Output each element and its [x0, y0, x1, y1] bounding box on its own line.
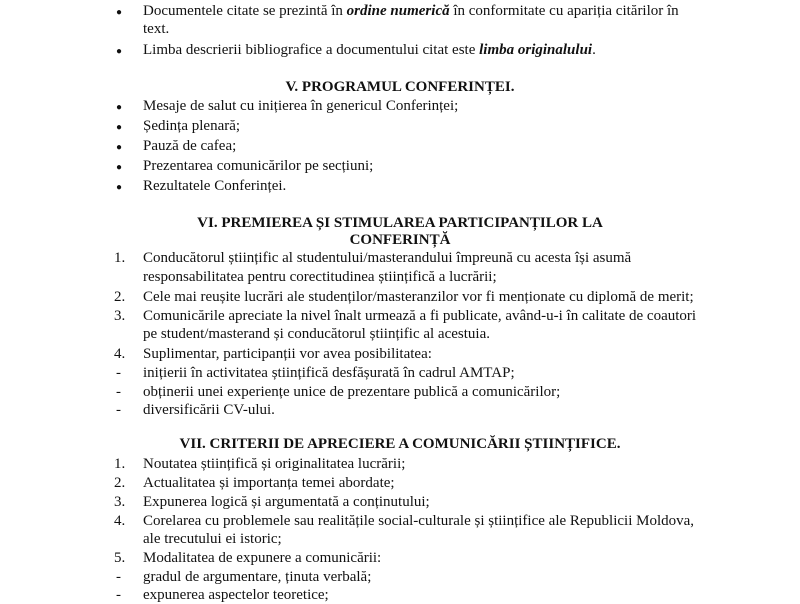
list-item-text: Comunicările apreciate la nivel înalt urmează a fi publicate, având-u-i în calitate de coautori [143, 308, 697, 324]
list-marker: - [116, 365, 121, 381]
list-item-text: Modalitatea de expunere a comunicării: [143, 550, 382, 566]
list-marker: 2. [114, 289, 126, 305]
bullet-icon: ● [116, 142, 123, 153]
list-item-text: Suplimentar, participanții vor avea posibilitatea: [143, 346, 432, 362]
section-heading-program: V. PROGRAMUL CONFERINȚEI. [285, 79, 515, 95]
list-marker: 3. [114, 494, 126, 510]
list-marker: 4. [114, 513, 126, 529]
list-item-text: Actualitatea și importanța temei abordate; [143, 475, 395, 491]
list-item-text: Documentele citate se prezintă în ordine numerică în conformitate cu apariția citărilor în [143, 3, 679, 19]
list-item-text: Prezentarea comunicărilor pe secțiuni; [143, 158, 374, 174]
bullet-icon: ● [116, 102, 123, 113]
list-marker: 3. [114, 308, 126, 324]
section-heading-criteria: VII. CRITERII DE APRECIERE A COMUNICĂRII ȘTIINȚIFICE. [179, 436, 621, 452]
list-marker: - [116, 587, 121, 603]
list-item-text: Mesaje de salut cu inițierea în genericul Conferinței; [143, 98, 459, 114]
list-marker: - [116, 402, 121, 418]
list-item-text: Noutatea științifică și originalitatea lucrării; [143, 456, 406, 472]
emphasis-text: ordine numerică [346, 3, 450, 19]
list-item-text: ale trecutului ei istoric; [143, 531, 282, 547]
list-marker: 4. [114, 346, 126, 362]
list-item-text: obținerii unei experiențe unice de prezentare publică a comunicărilor; [143, 384, 561, 400]
list-item-text: responsabilitatea pentru corectitudinea științifică a lucrării; [143, 269, 497, 285]
list-item-text: pe student/masterand și conducătorul științific al acestuia. [143, 326, 490, 342]
list-marker: - [116, 569, 121, 585]
list-item-text: gradul de argumentare, ținuta verbală; [143, 569, 372, 585]
list-marker: 2. [114, 475, 126, 491]
list-item-text: Pauză de cafea; [143, 138, 237, 154]
list-marker: - [116, 384, 121, 400]
list-item-text: inițierii în activitatea științifică desfășurată în cadrul AMTAP; [143, 365, 515, 381]
list-item-text: expunerea aspectelor teoretice; [143, 587, 329, 603]
list-item-text: Cele mai reușite lucrări ale studenților/masteranzilor vor fi menționate cu diplomă de merit; [143, 289, 694, 305]
section-heading-awards: VI. PREMIEREA ȘI STIMULAREA PARTICIPANȚILOR LA [197, 215, 603, 231]
list-item-text: Limba descrierii bibliografice a documentului citat este limba originalului. [143, 42, 596, 58]
list-marker: 1. [114, 250, 126, 266]
bullet-icon: ● [116, 46, 123, 57]
bullet-icon: ● [116, 122, 123, 133]
emphasis-text: limba originalului [479, 42, 593, 58]
bullet-icon: ● [116, 7, 123, 18]
section-heading-awards-cont: CONFERINȚĂ [349, 232, 451, 248]
list-item-text: Expunerea logică și argumentată a conținutului; [143, 494, 430, 510]
bullet-icon: ● [116, 162, 123, 173]
list-item-text: Rezultatele Conferinței. [143, 178, 287, 194]
list-item-text: Corelarea cu problemele sau realitățile social-culturale și științifice ale Republicii Moldova, [143, 513, 695, 529]
list-marker: 1. [114, 456, 126, 472]
list-item-text: text. [143, 21, 170, 37]
list-marker: 5. [114, 550, 126, 566]
list-item-text: Ședința plenară; [143, 118, 241, 134]
bullet-icon: ● [116, 182, 123, 193]
list-item-text: Conducătorul științific al studentului/masterandului împreună cu acesta își asumă [143, 250, 632, 266]
list-item-text: diversificării CV-ului. [143, 402, 275, 418]
